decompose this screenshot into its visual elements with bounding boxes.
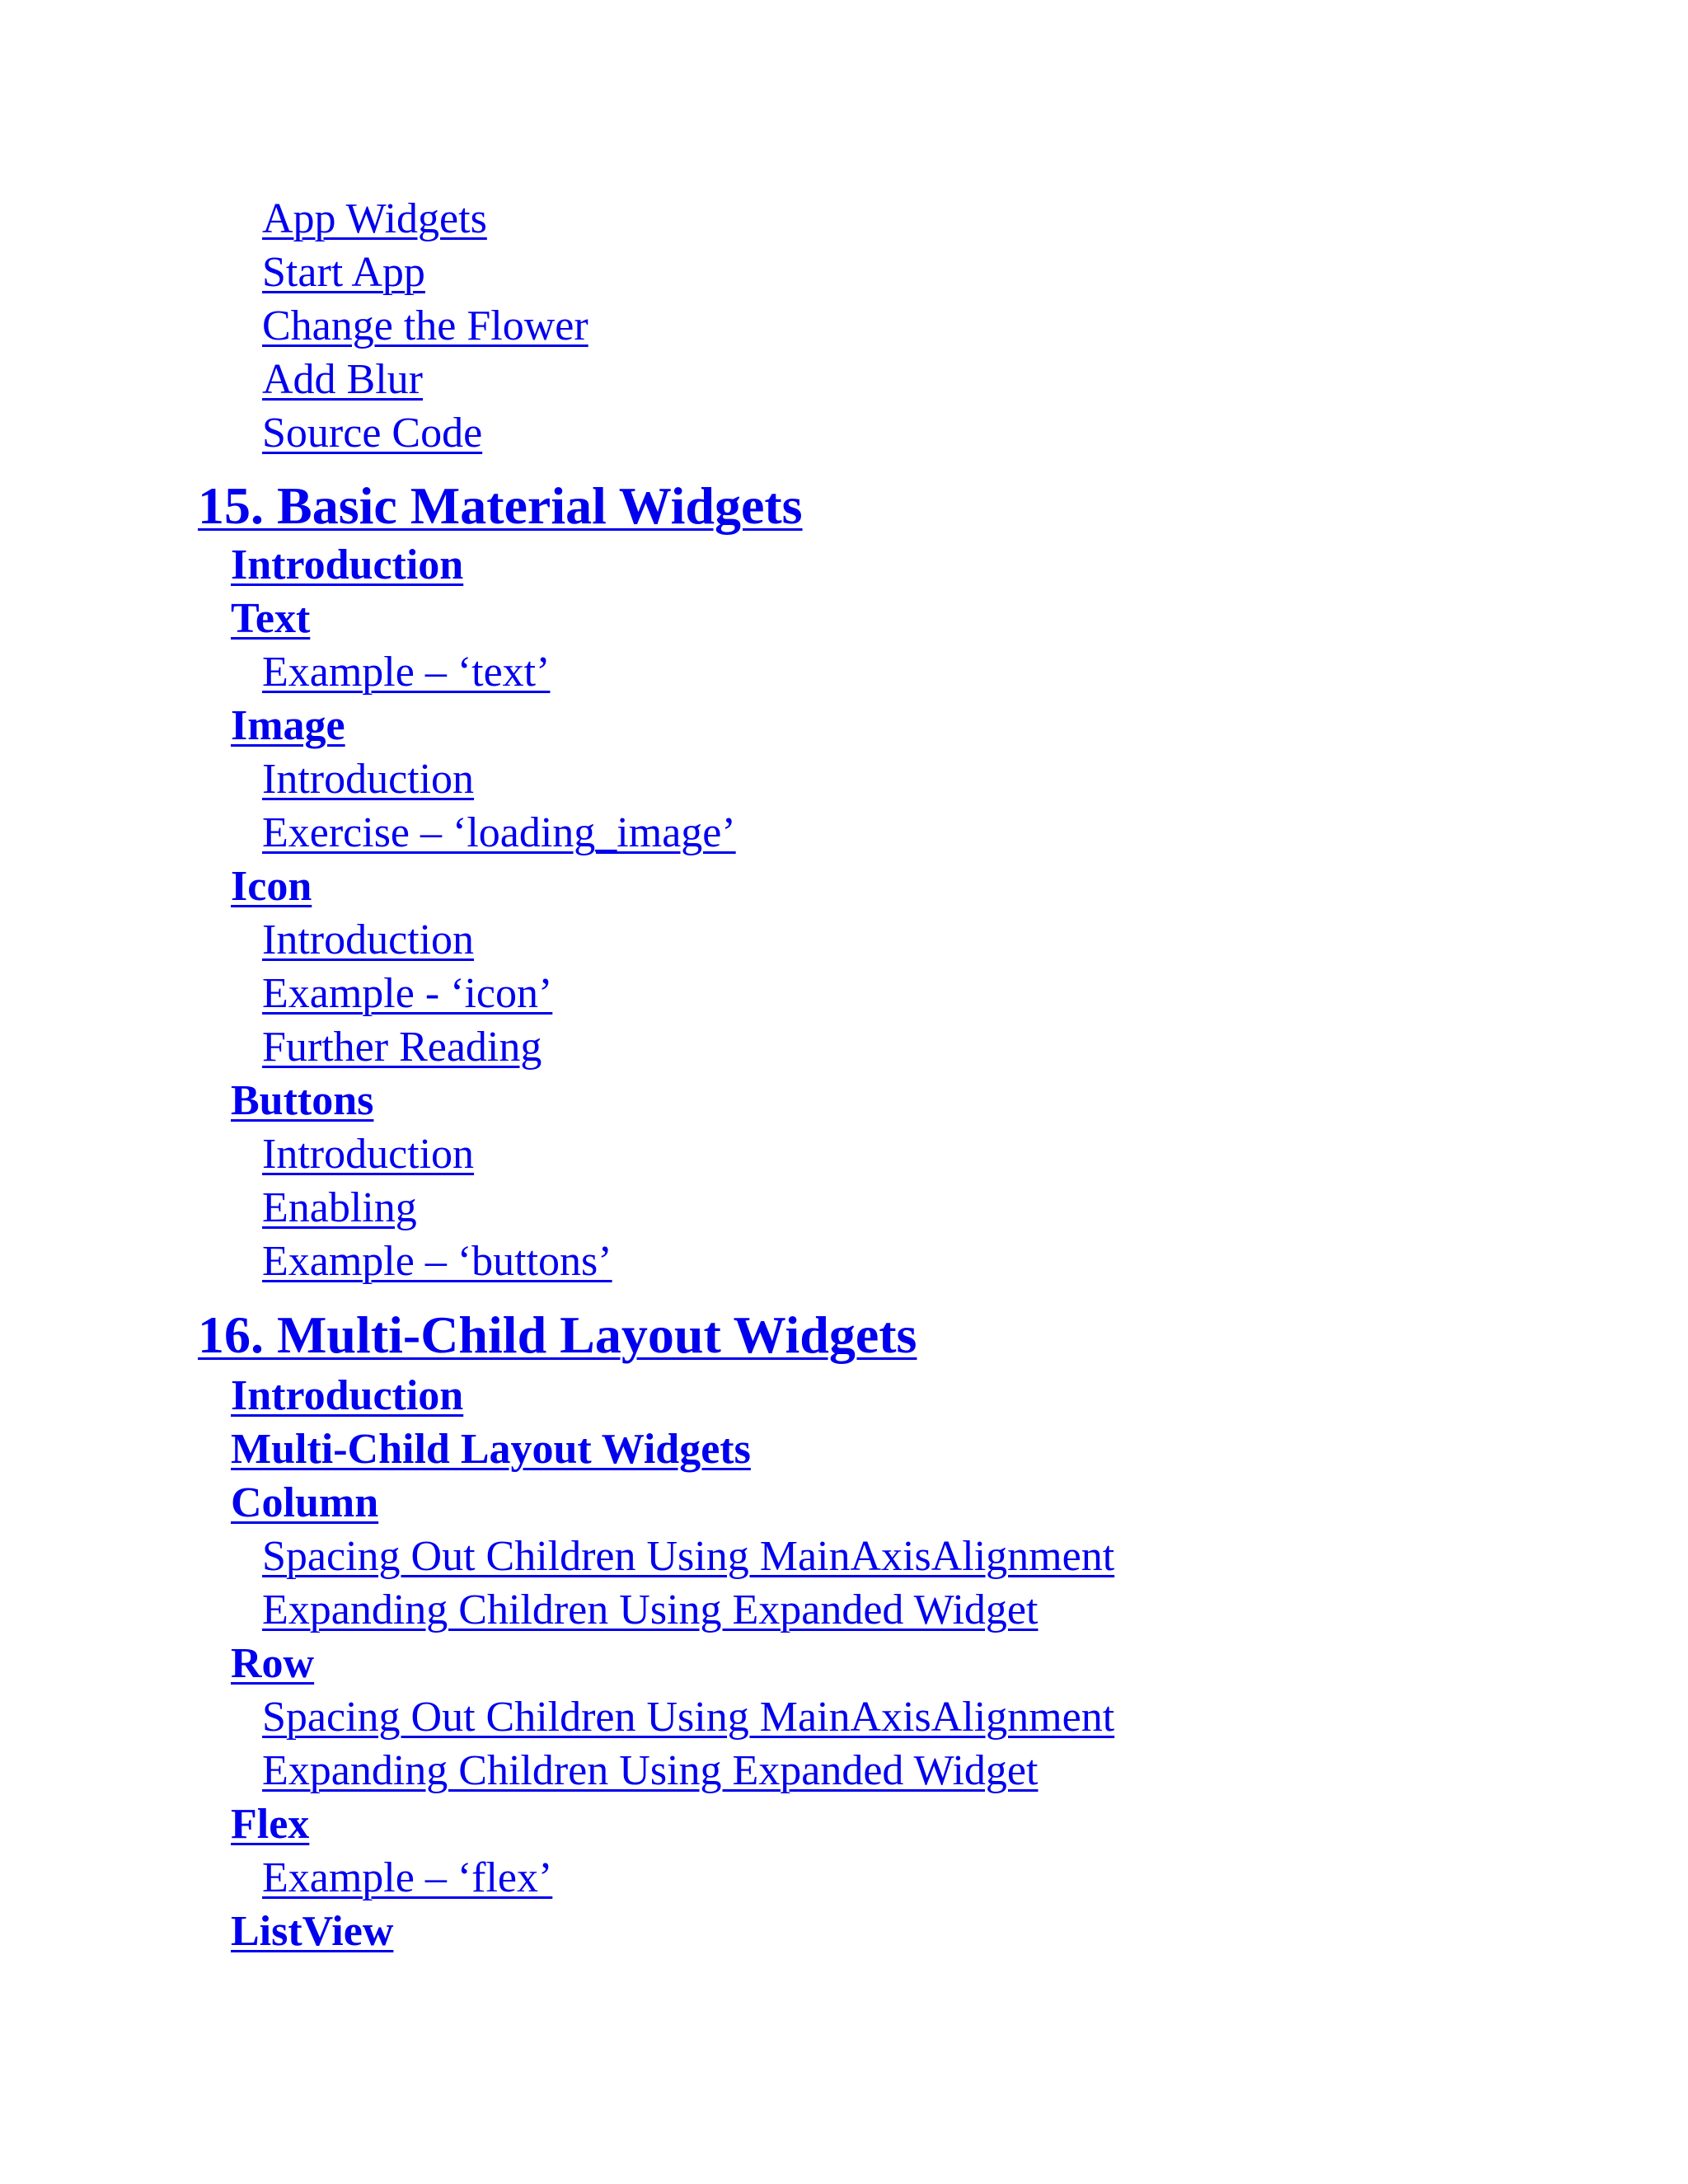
toc-subsection-link[interactable]: Expanding Children Using Expanded Widget: [262, 1586, 1039, 1633]
toc-section-link[interactable]: Icon: [231, 863, 312, 910]
toc-section-link[interactable]: Multi-Child Layout Widgets: [231, 1426, 751, 1473]
toc-subsection-link[interactable]: Exercise – ‘loading_image’: [262, 809, 736, 856]
toc-subsection-link[interactable]: App Widgets: [262, 195, 487, 242]
toc-subsection-link[interactable]: Example – ‘flex’: [262, 1854, 553, 1901]
toc-chapter-link[interactable]: 16. Multi-Child Layout Widgets: [198, 1305, 917, 1364]
toc-subsection-link[interactable]: Source Code: [262, 410, 483, 457]
toc-subsection-link[interactable]: Spacing Out Children Using MainAxisAlignment: [262, 1533, 1115, 1580]
toc-subsection-link[interactable]: Start App: [262, 249, 425, 296]
toc-subsection-link[interactable]: Enabling: [262, 1184, 417, 1231]
toc-subsection-link[interactable]: Example – ‘buttons’: [262, 1238, 612, 1285]
toc-subsection-link[interactable]: Example – ‘text’: [262, 649, 551, 696]
toc-section-link[interactable]: Text: [231, 595, 311, 642]
toc-subsection-link[interactable]: Introduction: [262, 756, 475, 803]
toc-section-link[interactable]: Column: [231, 1479, 379, 1526]
toc-subsection-link[interactable]: Further Reading: [262, 1024, 542, 1071]
toc-section-link[interactable]: Flex: [231, 1801, 310, 1848]
toc-subsection-link[interactable]: Introduction: [262, 1131, 475, 1178]
toc-subsection-link[interactable]: Add Blur: [262, 356, 423, 403]
toc-section-link[interactable]: ListView: [231, 1908, 394, 1955]
toc-section-link[interactable]: Introduction: [231, 541, 464, 588]
toc-section-link[interactable]: Introduction: [231, 1372, 464, 1419]
toc-subsection-link[interactable]: Change the Flower: [262, 302, 588, 349]
toc-section-link[interactable]: Row: [231, 1640, 315, 1687]
toc-chapter-link[interactable]: 15. Basic Material Widgets: [198, 476, 803, 535]
toc-section-link[interactable]: Buttons: [231, 1077, 374, 1124]
toc-subsection-link[interactable]: Example - ‘icon’: [262, 970, 553, 1017]
toc-subsection-link[interactable]: Spacing Out Children Using MainAxisAlignment: [262, 1694, 1115, 1741]
toc-subsection-link[interactable]: Introduction: [262, 916, 475, 963]
toc-subsection-link[interactable]: Expanding Children Using Expanded Widget: [262, 1747, 1039, 1794]
toc-section-link[interactable]: Image: [231, 702, 345, 749]
